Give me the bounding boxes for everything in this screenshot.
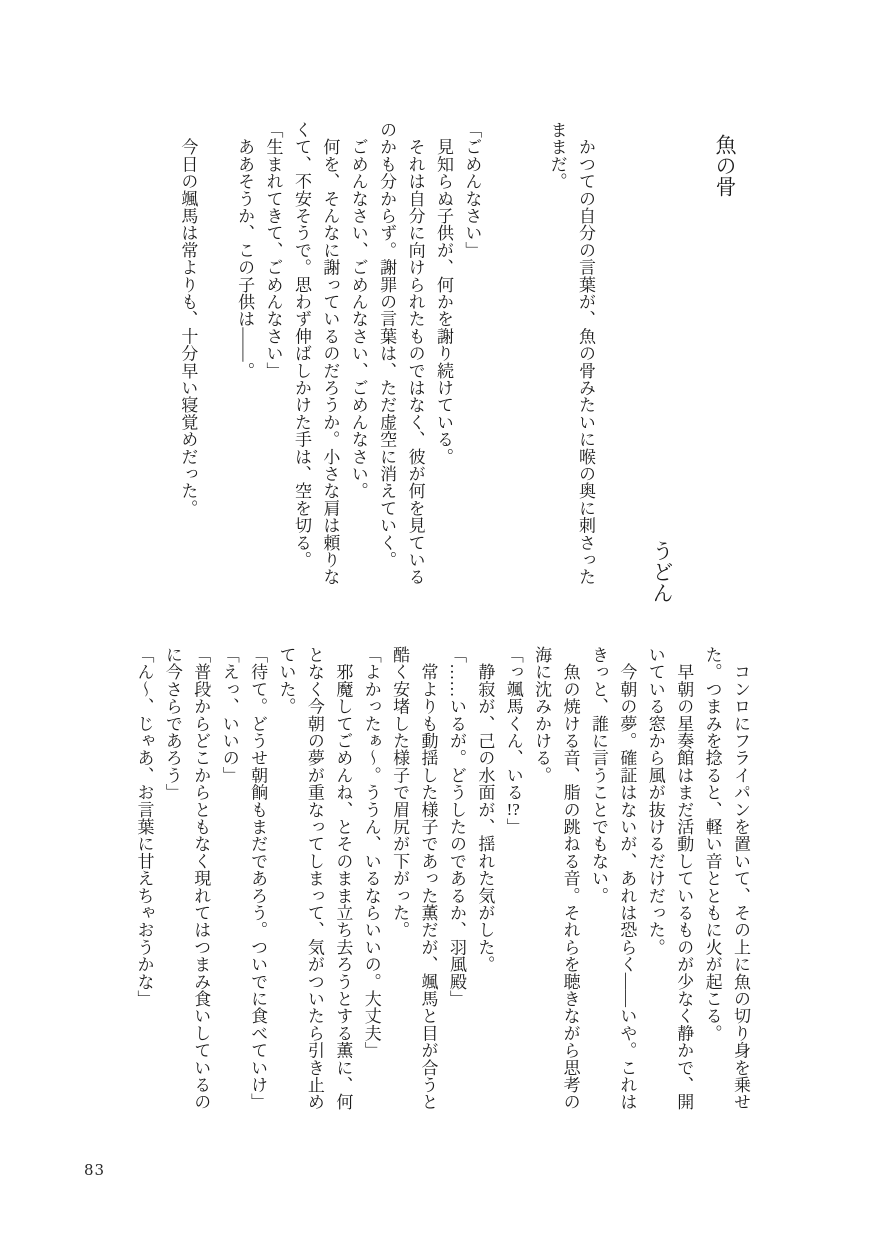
section-title-udon: うどん (650, 540, 674, 603)
text-column: 見知らぬ子供が、何かを謝り続けている。 (433, 121, 453, 465)
text-column: に今さらであろう」 (162, 646, 182, 801)
text-column: 「ごめんなさい」 (462, 121, 482, 259)
text-column: 「えっ、いいの」 (219, 646, 239, 784)
text-column: 邪魔してごめんね、とそのまま立ち去ろうとする薫に、何 (333, 646, 353, 1111)
text-column: 「ん〜、じゃあ、お言葉に甘えちゃおうかな」 (134, 646, 154, 1008)
text-column: 静寂が、己の水面が、揺れた気がした。 (475, 646, 495, 973)
text-column: それは自分に向けられたものではなく、彼が何を見ている (405, 121, 425, 586)
text-column: 今朝の夢。確証はないが、あれは恐らく――いや。これは (617, 646, 637, 1111)
text-column: いている窓から風が抜けるだけだった。 (645, 646, 665, 956)
text-column: 酷く安堵した様子で眉尻が下がった。 (390, 646, 410, 939)
text-column: 「っ颯馬くん、いる!?」 (503, 646, 523, 836)
text-column: 魚の焼ける音、脂の跳ねる音。それらを聴きながら思考の (560, 646, 580, 1111)
text-column: コンロにフライパンを置いて、その上に魚の切り身を乗せ (731, 646, 750, 1111)
section-title-fish-bone: 魚の骨 (713, 134, 737, 197)
text-column: 何を、そんなに謝っているのだろうか。小さな肩は頼りな (320, 121, 340, 586)
page-number: 83 (84, 1161, 106, 1179)
text-column (514, 121, 542, 593)
text-column: ごめんなさい、ごめんなさい、ごめんなさい。 (348, 121, 368, 500)
text-column: 「普段からどこからともなく現れてはつまみ食いしているの (191, 646, 211, 1111)
text-column: た。つまみを捻ると、軽い音とともに火が起こる。 (702, 646, 722, 1042)
text-column: くて、不安そうで。思わず伸ばしかけた手は、空を切る。 (291, 121, 311, 569)
text-column: のかも分からず。謝罪の言葉は、ただ虚空に消えていく。 (377, 121, 397, 569)
text-column: 「よかったぁ〜。ううん、いるならいいの。大丈夫」 (361, 646, 381, 1059)
text-column: ていた。 (276, 646, 296, 715)
text-column: ままだ。 (547, 121, 567, 190)
text-column: 「待て。どうせ朝餉もまだであろう。ついでに食べていけ」 (248, 646, 268, 1111)
text-column: 海に沈みかける。 (532, 646, 552, 784)
text-column: かつての自分の言葉が、魚の骨みたいに喉の奥に刺さった (576, 121, 595, 586)
text-column: ああそうか、この子供は――。 (235, 121, 255, 379)
text-column: きっと、誰に言うことでもない。 (588, 646, 608, 904)
text-column: 今日の颯馬は常よりも、十分早い寝覚めだった。 (178, 121, 198, 517)
text-column: 「生まれてきて、ごめんなさい」 (263, 121, 283, 379)
text-column (201, 121, 229, 593)
section-udon-text (129, 646, 754, 1118)
text-column: となく今朝の夢が重なってしまって、気がついたら引き止め (304, 646, 324, 1111)
section-fish-bone-text (173, 121, 599, 593)
text-column (485, 121, 513, 593)
text-column: 常よりも動揺した様子であった薫だが、颯馬と目が合うと (418, 646, 438, 1111)
text-column: 早朝の星奏館はまだ活動しているものが少なく静かで、開 (674, 646, 694, 1111)
text-column: 「……いるが。どうしたのであるか、羽風殿」 (446, 646, 466, 1008)
